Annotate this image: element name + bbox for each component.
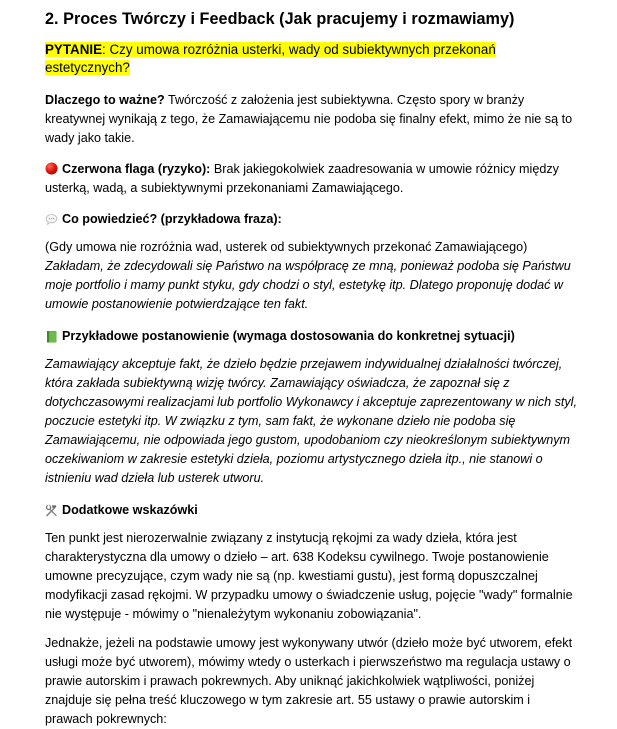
additional-tips-paragraph-1: Ten punkt jest nierozerwalnie związany z instytucją rękojmi za wady dzieła, która jest charakterystyczna dla umowy o dzieło – art. 638 Kodeksu cywilnego. Twoje postanowienie umowne precyzujące, czym wady nie są (np. kwestiami gustu), jest formą dopuszczalnej modyfikacji zasad rękojmi. W przypadku umowy o świadczenie usług, pojęcie "wady" formalnie nie występuje - mówimy o "nienależytym wykonaniu zobowiązania".	[45, 531, 573, 621]
document-body	[45, 0, 579, 729]
example-clause-heading-text: Przykładowe postanowienie (wymaga dostosowania do konkretnej sytuacji)	[62, 329, 515, 343]
question-label: PYTANIE	[45, 42, 103, 57]
red-circle-icon	[45, 162, 58, 175]
example-clause-text: Zamawiający akceptuje fakt, że dzieło będzie przejawem indywidualnej działalności twórczej, która zakłada subiektywną wizję twórcy. Zamawiający oświadcza, że zapoznał się z dotychczasowymi realizacjami lub portfolio Wykonawcy i akceptuje zaprezentowany w nich styl, poczucie estetyki itp. W związku z tym, sam fakt, że wykonane dzieło nie podoba się Zamawiającemu, nie odpowiada jego gustom, upodobaniom czy nieokreślonym subiektywnym oczekiwaniom w zakresie estetyki dzieła, poziomu artystycznego dzieła itp., nie stanowi o istnieniu wad dzieła lub usterek utworu.	[45, 357, 577, 485]
red-flag-label: Czerwona flaga (ryzyko):	[62, 162, 211, 176]
red-flag-paragraph	[45, 160, 579, 198]
green-book-icon	[45, 330, 58, 343]
question-separator: :	[102, 42, 110, 57]
section-title: 2. Proces Twórczy i Feedback (Jak pracujemy i rozmawiamy)	[45, 10, 515, 28]
example-clause-heading	[45, 327, 579, 346]
hammer-and-wrench-icon	[45, 504, 58, 517]
red-flag-text: Brak jakiegokolwiek zaadresowania w umowie różnicy między usterką, wadą, a subiektywnymi przekonaniami Zamawiającego.	[45, 162, 559, 195]
example-clause-paragraph	[45, 355, 579, 488]
why-important-text: Twórczość z założenia jest subiektywna. Często spory w branży kreatywnej wynikają z tego, że Zamawiającemu nie podoba się finalny efekt, mimo że nie są to wady jako takie.	[45, 93, 573, 145]
question-highlight	[45, 42, 496, 75]
why-important-paragraph	[45, 91, 579, 148]
question-line	[45, 41, 579, 77]
additional-tips-heading-text: Dodatkowe wskazówki	[62, 503, 198, 517]
what-to-say-phrase: Zakładam, że zdecydowali się Państwo na współpracę ze mną, ponieważ podoba się Państwu moje portfolio i mamy punkt styku, gdy chodzi o styl, estetykę itp. Dlatego proponuję dodać w umowie postanowienie potwierdzające ten fakt.	[45, 259, 571, 311]
what-to-say-heading	[45, 210, 579, 229]
additional-tips-heading	[45, 501, 579, 520]
what-to-say-context: (Gdy umowa nie rozróżnia wad, usterek od subiektywnych przekonać Zamawiającego)	[45, 240, 528, 254]
what-to-say-heading-text: Co powiedzieć? (przykładowa fraza):	[62, 212, 282, 226]
additional-tips-paragraph-2: Jednakże, jeżeli na podstawie umowy jest wykonywany utwór (dzieło może być utworem, efekt usługi może być utworem), mówimy wtedy o usterkach i pierwszeństwo ma regulacja ustawy o prawie autorskim i prawach pokrewnych. Aby uniknąć jakichkolwiek wątpliwości, poniżej znajduje się pełna treść kluczowego w tym zakresie art. 55 ustawy o prawie autorskim i prawach pokrewnych:	[45, 636, 573, 726]
speech-bubble-icon	[45, 213, 58, 226]
why-important-label: Dlaczego to ważne?	[45, 93, 165, 107]
question-text: Czy umowa rozróżnia usterki, wady od subiektywnych przekonań estetycznych?	[45, 42, 496, 75]
what-to-say-paragraph	[45, 238, 579, 314]
